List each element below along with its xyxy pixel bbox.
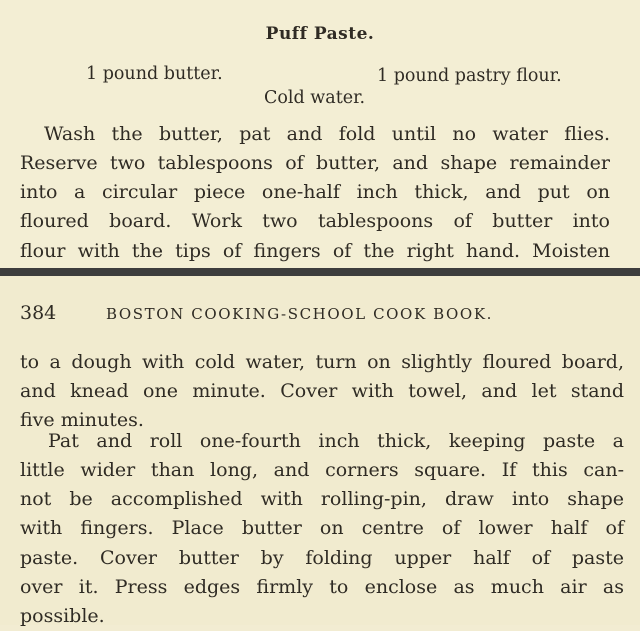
text-line: into a circular piece one-half inch thick, and put on (20, 181, 610, 204)
text-line: over it. Press edges firmly to enclose as much air as (20, 575, 624, 598)
text-line: possible. (20, 605, 105, 628)
bottom-page-scan (0, 276, 640, 628)
running-head: BOSTON COOKING-SCHOOL COOK BOOK. (106, 305, 494, 323)
text-line: floured board. Work two tablespoons of butter into (20, 210, 610, 233)
text-line: paste. Cover butter by folding upper half of paste (20, 546, 624, 569)
recipe-paragraph-roll-first (48, 427, 624, 456)
text-line: with fingers. Place butter on centre of lower half of (20, 517, 624, 540)
recipe-paragraph-intro-cont (20, 149, 610, 266)
text-line: five minutes. (20, 409, 144, 432)
recipe-title: Puff Paste. (265, 24, 375, 44)
top-page-scan (0, 0, 640, 270)
ingredient-water: Cold water. (264, 88, 366, 108)
page-divider (0, 268, 640, 276)
text-line: flour with the tips of fingers of the right hand. Moisten (20, 239, 610, 262)
ingredient-butter: 1 pound butter. (86, 64, 223, 84)
recipe-paragraph-continued (20, 348, 624, 436)
text-line: Pat and roll one-fourth inch thick, keeping paste a (48, 430, 624, 452)
ingredient-flour: 1 pound pastry flour. (377, 66, 562, 86)
text-line: to a dough with cold water, turn on slightly floured board, (20, 351, 624, 373)
text-line: and knead one minute. Cover with towel, and let stand (20, 380, 624, 403)
text-line: Wash the butter, pat and fold until no water flies. (44, 123, 610, 145)
recipe-paragraph-roll (20, 456, 624, 631)
page-number: 384 (20, 302, 57, 324)
text-line: little wider than long, and corners square. If this can- (20, 459, 624, 481)
text-line: Reserve two tablespoons of butter, and shape remainder (20, 152, 610, 174)
recipe-paragraph-intro (44, 120, 610, 149)
text-line: not be accomplished with rolling-pin, draw into shape (20, 488, 624, 511)
